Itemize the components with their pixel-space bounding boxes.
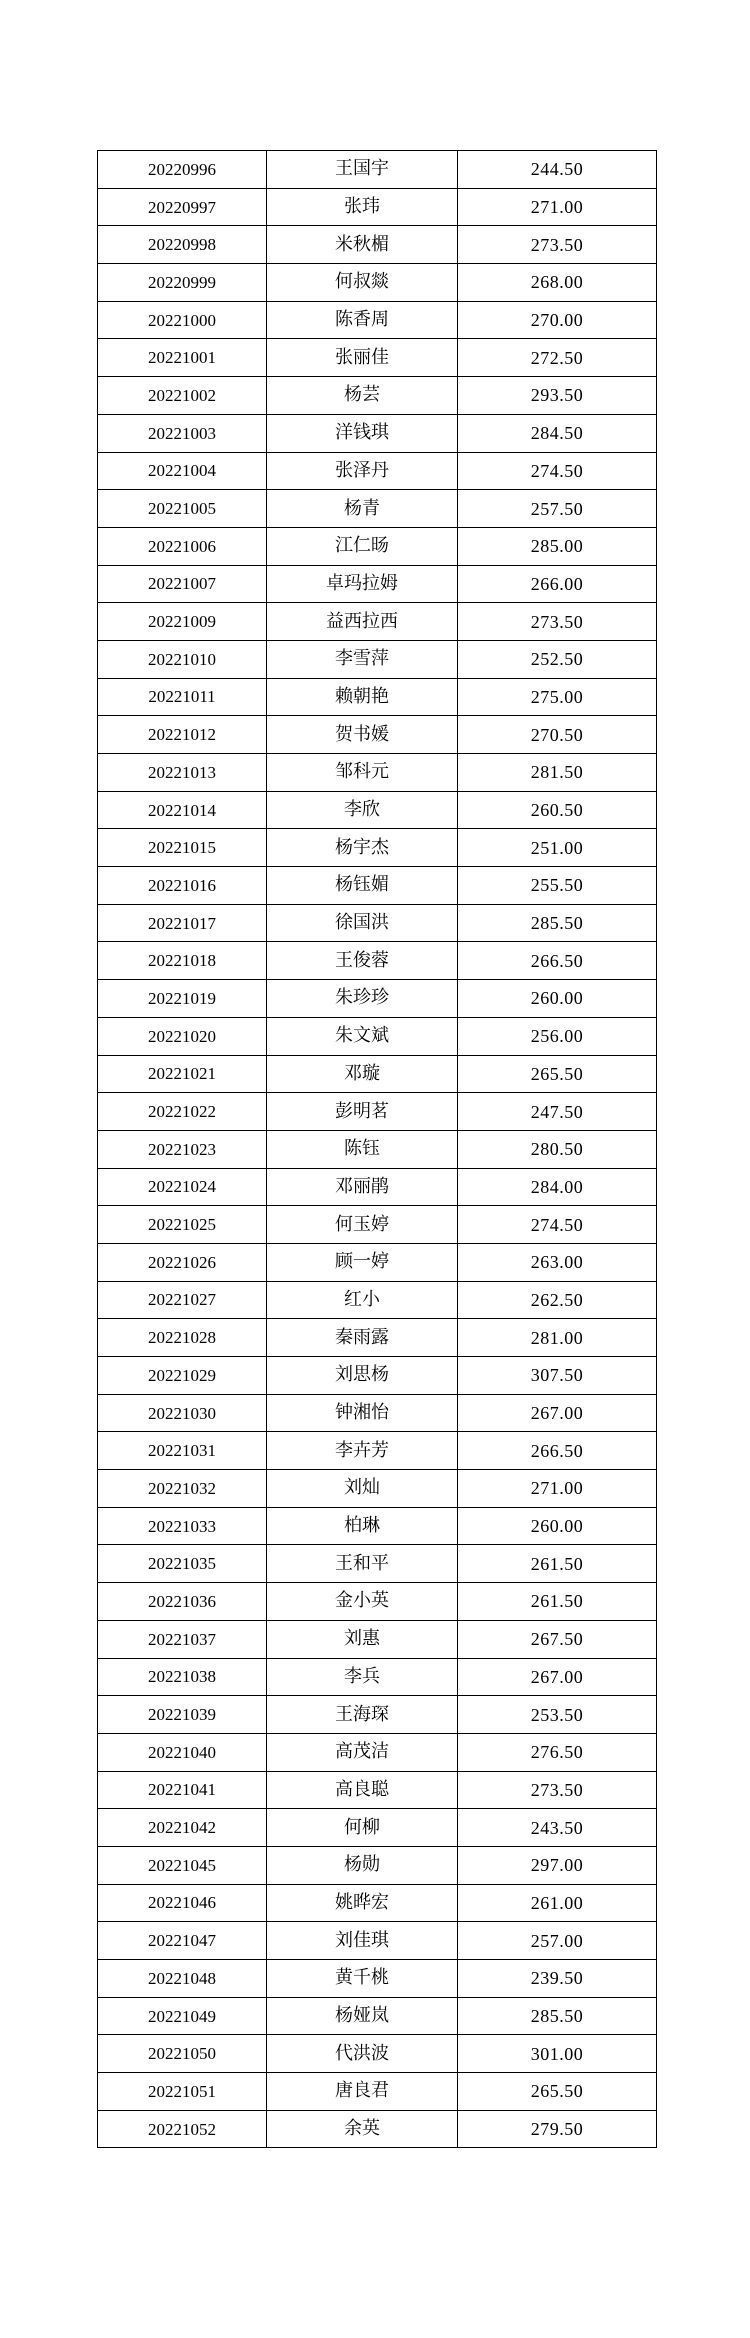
table-row [98,188,657,226]
exam-id-cell: 20221017 [98,904,267,942]
exam-id-cell: 20221049 [98,1997,267,2035]
name-cell: 高茂洁 [267,1733,458,1771]
name-cell: 李雪萍 [267,640,458,678]
exam-id-cell: 20221047 [98,1922,267,1960]
score-cell: 281.00 [458,1319,657,1357]
score-cell: 267.00 [458,1394,657,1432]
table-row [98,791,657,829]
name-cell: 姚晔宏 [267,1884,458,1922]
table-row [98,2110,657,2148]
score-cell: 260.50 [458,791,657,829]
score-cell: 280.50 [458,1130,657,1168]
name-cell: 何柳 [267,1809,458,1847]
score-cell: 270.00 [458,301,657,339]
score-cell: 284.50 [458,414,657,452]
table-row [98,1922,657,1960]
score-cell: 307.50 [458,1357,657,1395]
name-cell: 余英 [267,2110,458,2148]
name-cell: 张泽丹 [267,452,458,490]
name-cell: 李兵 [267,1658,458,1696]
table-row [98,678,657,716]
name-cell: 王俊蓉 [267,942,458,980]
score-cell: 267.50 [458,1620,657,1658]
exam-id-cell: 20221048 [98,1960,267,1998]
exam-id-cell: 20221000 [98,301,267,339]
table-row [98,1997,657,2035]
name-cell: 朱文斌 [267,1017,458,1055]
score-cell: 265.50 [458,2073,657,2111]
exam-id-cell: 20221013 [98,754,267,792]
table-row [98,1206,657,1244]
table-row [98,1507,657,1545]
score-cell: 301.00 [458,2035,657,2073]
exam-id-cell: 20221030 [98,1394,267,1432]
name-cell: 洋钱琪 [267,414,458,452]
table-row [98,1733,657,1771]
score-cell: 279.50 [458,2110,657,2148]
name-cell: 黄千桃 [267,1960,458,1998]
exam-id-cell: 20221014 [98,791,267,829]
name-cell: 何玉婷 [267,1206,458,1244]
table-row [98,452,657,490]
table-row [98,490,657,528]
exam-id-cell: 20221019 [98,980,267,1018]
table-row [98,867,657,905]
score-cell: 285.00 [458,527,657,565]
table-row [98,1357,657,1395]
table-row [98,1130,657,1168]
table-row [98,1960,657,1998]
exam-id-cell: 20221051 [98,2073,267,2111]
name-cell: 陈钰 [267,1130,458,1168]
name-cell: 陈香周 [267,301,458,339]
exam-id-cell: 20221001 [98,339,267,377]
exam-id-cell: 20221015 [98,829,267,867]
exam-id-cell: 20221038 [98,1658,267,1696]
table-row [98,1017,657,1055]
exam-id-cell: 20221045 [98,1846,267,1884]
name-cell: 杨勋 [267,1846,458,1884]
score-cell: 263.00 [458,1243,657,1281]
exam-id-cell: 20221023 [98,1130,267,1168]
name-cell: 邓璇 [267,1055,458,1093]
exam-id-cell: 20221026 [98,1243,267,1281]
score-cell: 273.50 [458,603,657,641]
exam-id-cell: 20221022 [98,1093,267,1131]
score-cell: 268.00 [458,264,657,302]
exam-id-cell: 20221002 [98,377,267,415]
name-cell: 彭明茗 [267,1093,458,1131]
table-row [98,829,657,867]
name-cell: 贺书媛 [267,716,458,754]
table-row [98,2035,657,2073]
exam-id-cell: 20221042 [98,1809,267,1847]
score-cell: 297.00 [458,1846,657,1884]
score-cell: 256.00 [458,1017,657,1055]
exam-id-cell: 20221005 [98,490,267,528]
name-cell: 刘灿 [267,1470,458,1508]
table-row [98,2073,657,2111]
exam-id-cell: 20221031 [98,1432,267,1470]
exam-id-cell: 20221052 [98,2110,267,2148]
score-cell: 261.50 [458,1583,657,1621]
name-cell: 李欣 [267,791,458,829]
table-row [98,640,657,678]
exam-id-cell: 20221050 [98,2035,267,2073]
name-cell: 杨青 [267,490,458,528]
name-cell: 红小 [267,1281,458,1319]
exam-id-cell: 20221016 [98,867,267,905]
name-cell: 顾一婷 [267,1243,458,1281]
table-row [98,1884,657,1922]
exam-id-cell: 20220999 [98,264,267,302]
table-row [98,339,657,377]
exam-id-cell: 20221039 [98,1696,267,1734]
score-cell: 271.00 [458,188,657,226]
score-cell: 260.00 [458,980,657,1018]
score-cell: 281.50 [458,754,657,792]
table-row [98,1771,657,1809]
exam-id-cell: 20221029 [98,1357,267,1395]
table-row [98,1545,657,1583]
table-row [98,1055,657,1093]
name-cell: 张玮 [267,188,458,226]
score-cell: 285.50 [458,1997,657,2035]
exam-id-cell: 20221012 [98,716,267,754]
score-cell: 293.50 [458,377,657,415]
table-row [98,980,657,1018]
name-cell: 米秋楣 [267,226,458,264]
score-cell: 272.50 [458,339,657,377]
exam-id-cell: 20221020 [98,1017,267,1055]
score-cell: 261.50 [458,1545,657,1583]
score-cell: 265.50 [458,1055,657,1093]
name-cell: 秦雨露 [267,1319,458,1357]
name-cell: 杨宇杰 [267,829,458,867]
table-row [98,1168,657,1206]
exam-id-cell: 20221046 [98,1884,267,1922]
table-row [98,1319,657,1357]
name-cell: 朱珍珍 [267,980,458,1018]
table-row [98,716,657,754]
exam-id-cell: 20221006 [98,527,267,565]
score-cell: 273.50 [458,226,657,264]
name-cell: 益西拉西 [267,603,458,641]
table-row [98,1470,657,1508]
table-row [98,1093,657,1131]
name-cell: 杨芸 [267,377,458,415]
table-row [98,1243,657,1281]
name-cell: 柏琳 [267,1507,458,1545]
name-cell: 刘思杨 [267,1357,458,1395]
table-row [98,1658,657,1696]
name-cell: 何叔燚 [267,264,458,302]
name-cell: 江仁旸 [267,527,458,565]
name-cell: 刘惠 [267,1620,458,1658]
score-cell: 266.50 [458,1432,657,1470]
table-row [98,1583,657,1621]
table-row [98,1432,657,1470]
exam-id-cell: 20221040 [98,1733,267,1771]
name-cell: 李卉芳 [267,1432,458,1470]
exam-id-cell: 20221037 [98,1620,267,1658]
score-cell: 266.50 [458,942,657,980]
exam-id-cell: 20221010 [98,640,267,678]
name-cell: 赖朝艳 [267,678,458,716]
name-cell: 钟湘怡 [267,1394,458,1432]
score-cell: 262.50 [458,1281,657,1319]
exam-id-cell: 20221003 [98,414,267,452]
exam-id-cell: 20221027 [98,1281,267,1319]
name-cell: 邹科元 [267,754,458,792]
exam-id-cell: 20221035 [98,1545,267,1583]
name-cell: 杨钰媚 [267,867,458,905]
exam-id-cell: 20221033 [98,1507,267,1545]
name-cell: 王海琛 [267,1696,458,1734]
table-row [98,1394,657,1432]
score-cell: 239.50 [458,1960,657,1998]
exam-id-cell: 20221025 [98,1206,267,1244]
table-row [98,377,657,415]
score-cell: 260.00 [458,1507,657,1545]
table-row [98,754,657,792]
table-row [98,1696,657,1734]
name-cell: 唐良君 [267,2073,458,2111]
exam-id-cell: 20221032 [98,1470,267,1508]
exam-id-cell: 20221021 [98,1055,267,1093]
table-row [98,942,657,980]
table-row [98,151,657,189]
table-row [98,414,657,452]
table-row [98,1620,657,1658]
score-cell: 257.50 [458,490,657,528]
table-row [98,565,657,603]
table-row [98,527,657,565]
exam-id-cell: 20221004 [98,452,267,490]
name-cell: 王国宇 [267,151,458,189]
table-row [98,1281,657,1319]
score-cell: 284.00 [458,1168,657,1206]
table-row [98,264,657,302]
name-cell: 卓玛拉姆 [267,565,458,603]
exam-id-cell: 20221007 [98,565,267,603]
score-table [97,150,657,2148]
score-cell: 257.00 [458,1922,657,1960]
exam-id-cell: 20220997 [98,188,267,226]
exam-id-cell: 20221011 [98,678,267,716]
score-cell: 274.50 [458,452,657,490]
score-cell: 271.00 [458,1470,657,1508]
exam-id-cell: 20221018 [98,942,267,980]
name-cell: 杨娅岚 [267,1997,458,2035]
name-cell: 张丽佳 [267,339,458,377]
table-row [98,301,657,339]
table-row [98,226,657,264]
name-cell: 金小英 [267,1583,458,1621]
score-cell: 261.00 [458,1884,657,1922]
score-cell: 275.00 [458,678,657,716]
score-table-body [98,151,657,2148]
score-cell: 255.50 [458,867,657,905]
score-cell: 285.50 [458,904,657,942]
name-cell: 邓丽鹃 [267,1168,458,1206]
exam-id-cell: 20220996 [98,151,267,189]
exam-id-cell: 20221028 [98,1319,267,1357]
score-cell: 247.50 [458,1093,657,1131]
score-cell: 266.00 [458,565,657,603]
table-row [98,1809,657,1847]
name-cell: 刘佳琪 [267,1922,458,1960]
score-cell: 243.50 [458,1809,657,1847]
score-cell: 274.50 [458,1206,657,1244]
table-row [98,1846,657,1884]
score-cell: 273.50 [458,1771,657,1809]
score-cell: 251.00 [458,829,657,867]
exam-id-cell: 20221041 [98,1771,267,1809]
table-row [98,603,657,641]
name-cell: 徐国洪 [267,904,458,942]
exam-id-cell: 20221009 [98,603,267,641]
name-cell: 王和平 [267,1545,458,1583]
score-cell: 270.50 [458,716,657,754]
exam-id-cell: 20221036 [98,1583,267,1621]
score-cell: 252.50 [458,640,657,678]
name-cell: 高良聪 [267,1771,458,1809]
table-row [98,904,657,942]
score-cell: 276.50 [458,1733,657,1771]
exam-id-cell: 20221024 [98,1168,267,1206]
score-cell: 244.50 [458,151,657,189]
score-cell: 267.00 [458,1658,657,1696]
exam-id-cell: 20220998 [98,226,267,264]
name-cell: 代洪波 [267,2035,458,2073]
score-cell: 253.50 [458,1696,657,1734]
